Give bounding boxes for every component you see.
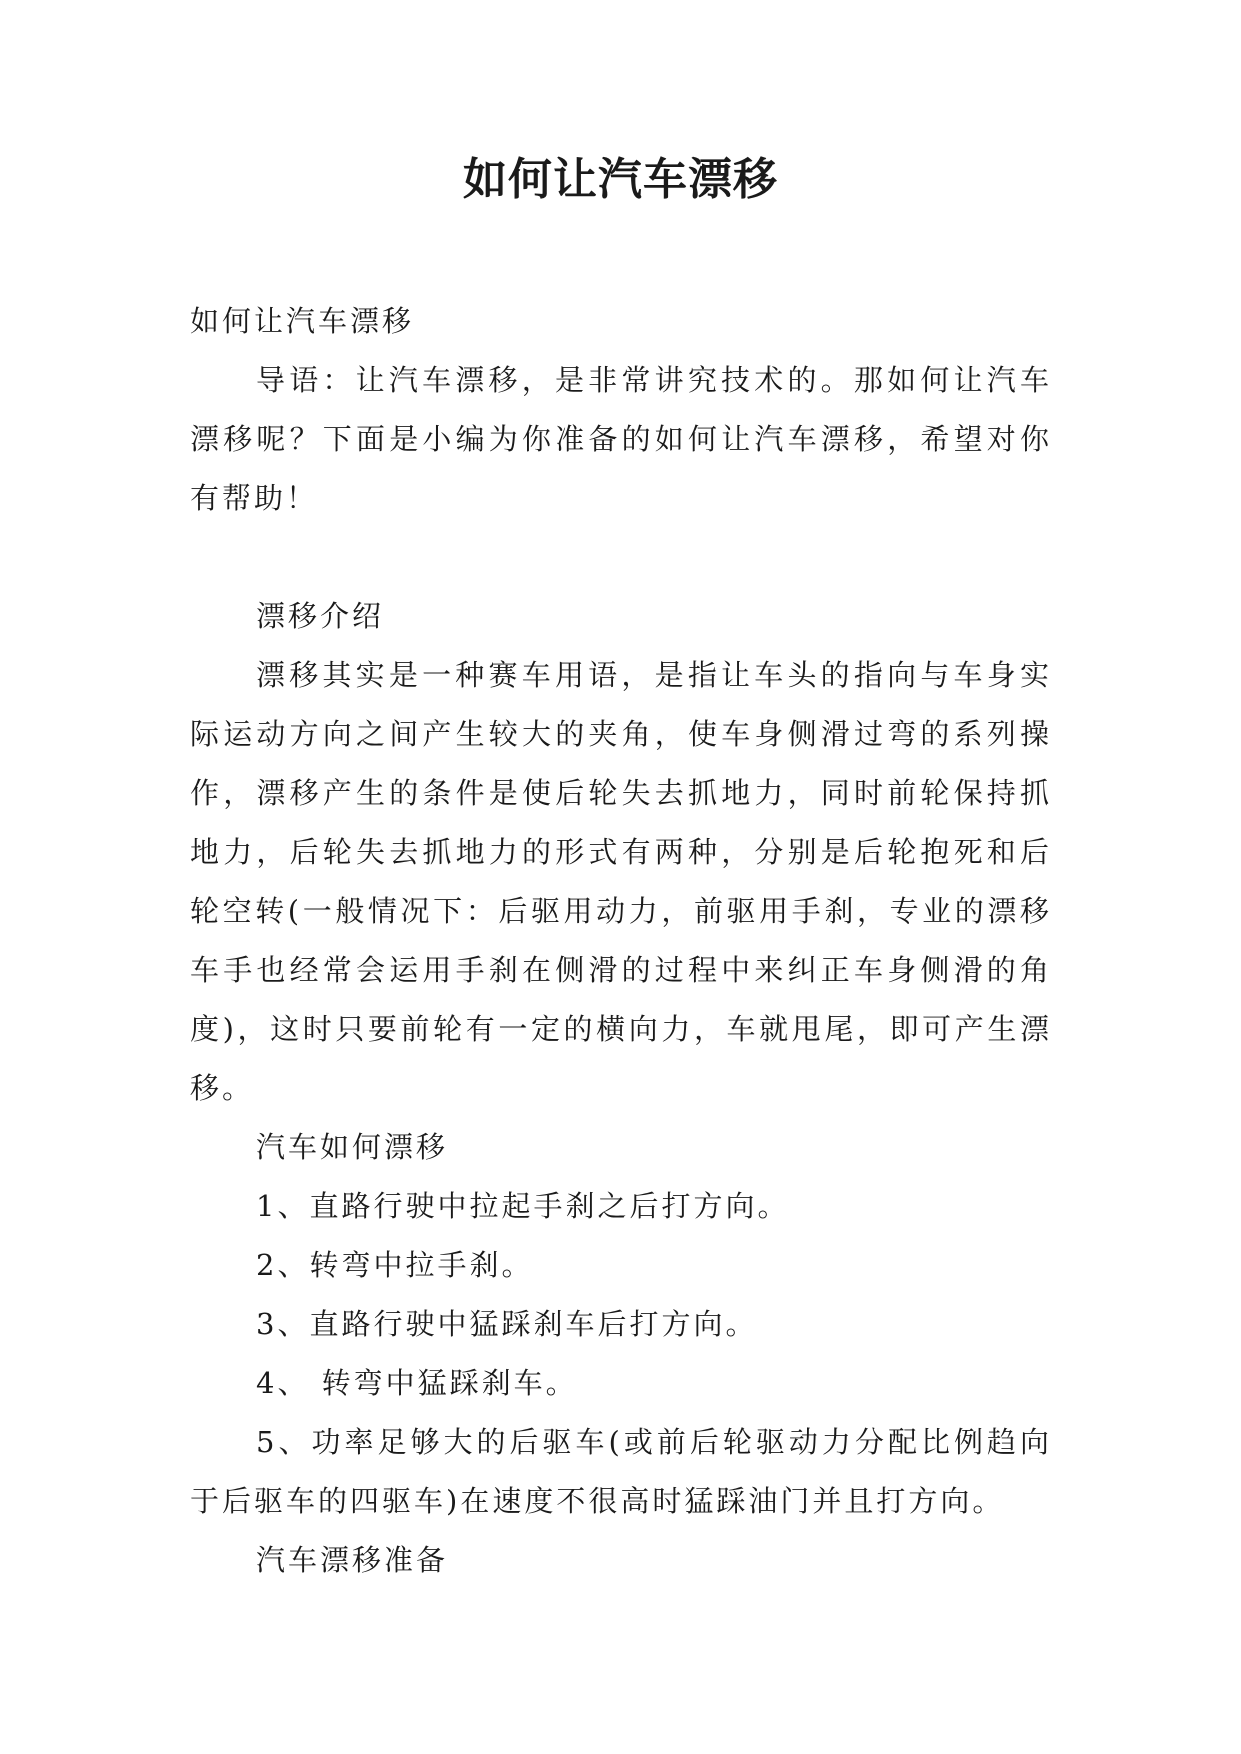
list-item: 3、直路行驶中猛踩刹车后打方向。: [256, 1307, 758, 1341]
section-heading-how-to-drift: 汽车如何漂移: [256, 1130, 449, 1164]
subtitle-paragraph: 如何让汽车漂移: [190, 304, 415, 338]
list-item: 4、 转弯中猛踩刹车。: [256, 1366, 578, 1400]
document-title: 如何让汽车漂移: [463, 154, 778, 205]
list-item: 2、转弯中拉手刹。: [256, 1248, 534, 1282]
intro-paragraph: 导语：让汽车漂移，是非常讲究技术的。那如何让汽车漂移呢？下面是小编为你准备的如何让汽车漂移，希望对你有帮助！: [190, 363, 1052, 515]
drift-intro-paragraph: 漂移其实是一种赛车用语，是指让车头的指向与车身实际运动方向之间产生较大的夹角，使车身侧滑过弯的系列操作，漂移产生的条件是使后轮失去抓地力，同时前轮保持抓地力，后轮失去抓地力的形式有两种，分别是后轮抱死和后轮空转(一般情况下：后驱用动力，前驱用手刹，专业的漂移车手也经常会运用手刹在侧滑的过程中来纠正车身侧滑的角度)，这时只要前轮有一定的横向力，车就甩尾，即可产生漂移。: [190, 658, 1052, 1105]
list-item: 5、功率足够大的后驱车(或前后轮驱动力分配比例趋向于后驱车的四驱车)在速度不很高时猛踩油门并且打方向。: [190, 1425, 1052, 1518]
blank-line: [190, 528, 1052, 587]
document-body: [190, 292, 1052, 1590]
section-heading-drift-intro: 漂移介绍: [256, 599, 385, 633]
list-item: 1、直路行驶中拉起手刹之后打方向。: [256, 1189, 790, 1223]
section-heading-drift-prep: 汽车漂移准备: [256, 1543, 449, 1577]
